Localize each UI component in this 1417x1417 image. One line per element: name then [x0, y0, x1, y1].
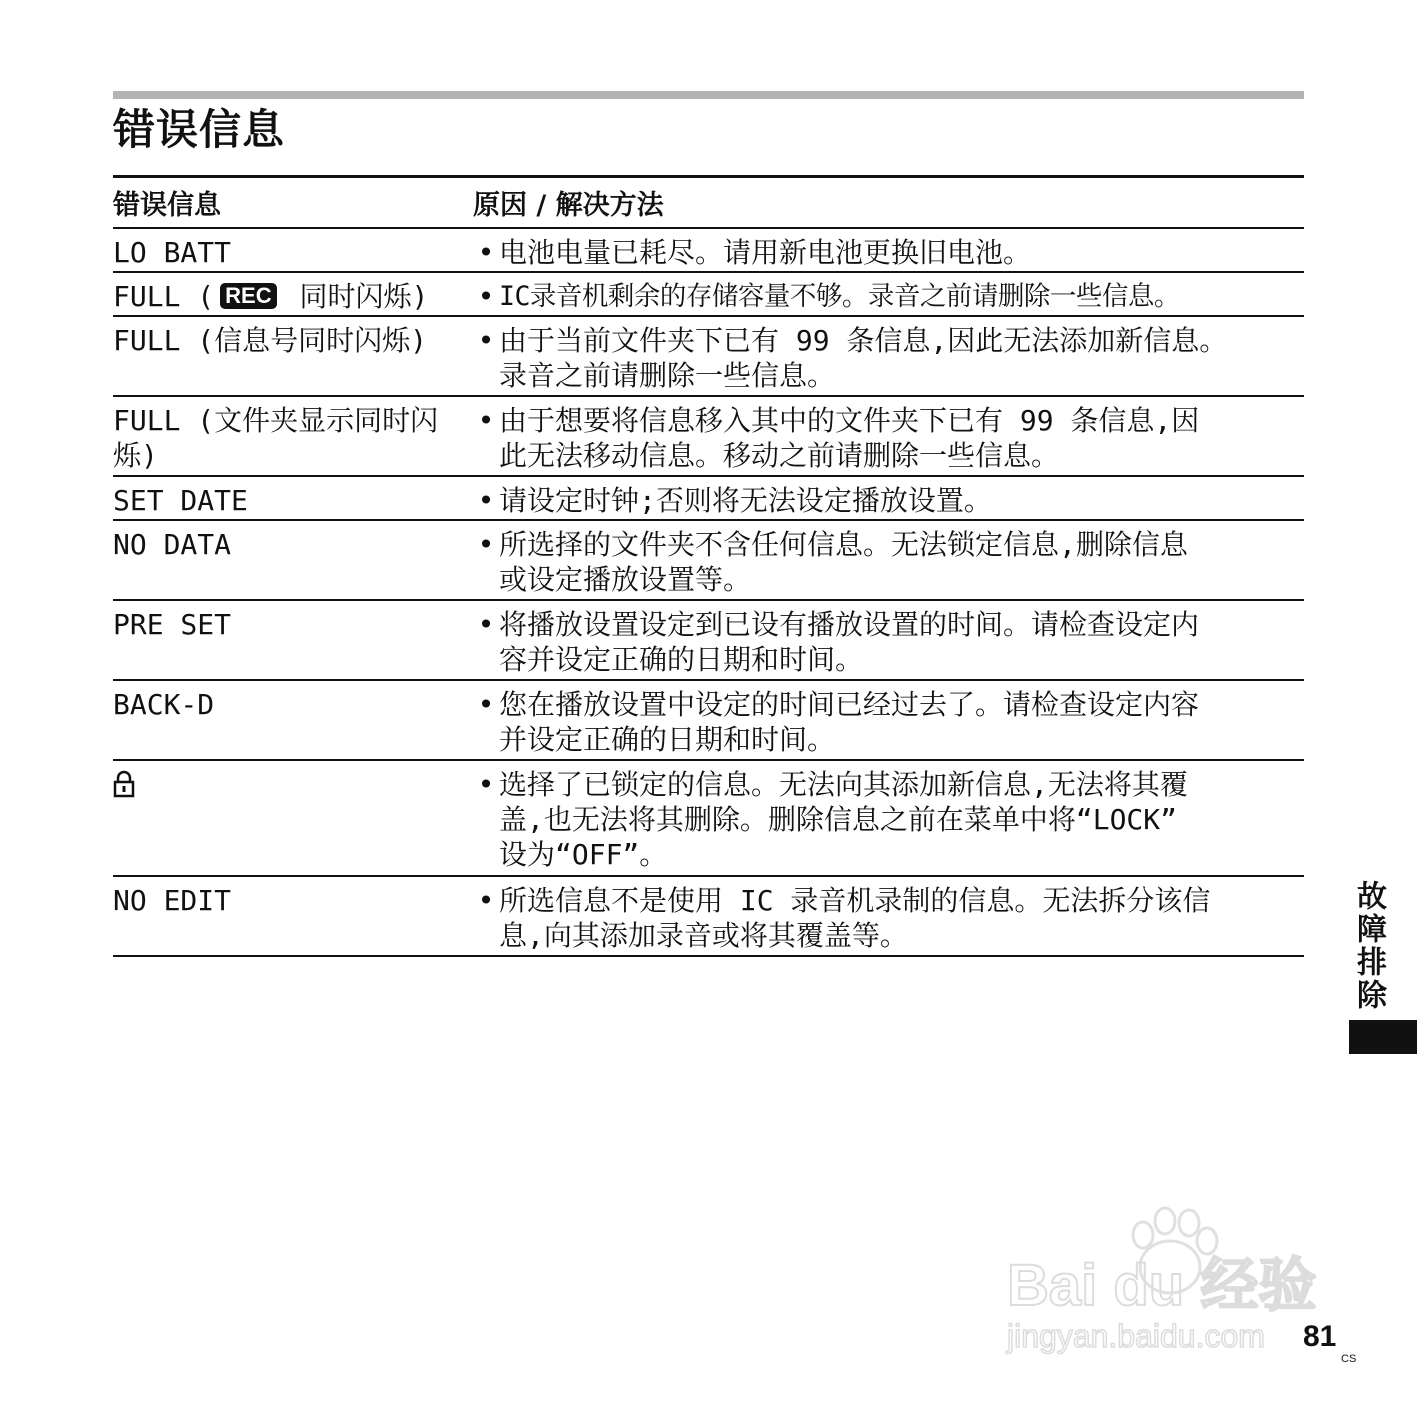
bullet: • — [477, 688, 495, 721]
top-rule — [113, 91, 1304, 99]
table-row — [113, 397, 1304, 477]
solution-text: IC录音机剩余的存储容量不够。录音之前请删除一些信息。 — [499, 281, 1180, 312]
page-number-suffix: CS — [1341, 1353, 1357, 1365]
bullet: • — [477, 404, 495, 437]
header-error-message: 错误信息 — [113, 190, 221, 221]
table-row — [113, 477, 1304, 521]
lock-icon — [113, 770, 135, 798]
table-row — [113, 877, 1304, 957]
header-cause-solution: 原因 / 解决方法 — [473, 190, 664, 221]
bullet: • — [477, 324, 495, 357]
solution-text: 选择了已锁定的信息。无法向其添加新信息,无法将其覆 盖,也无法将其删除。删除信息之前在菜单中将“LOCK” 设为“OFF”。 — [499, 768, 1188, 871]
error-message: LO BATT — [113, 236, 232, 269]
solution-text: 将播放设置设定到已设有播放设置的时间。请检查设定内 容并设定正确的日期和时间。 — [499, 608, 1200, 676]
bullet: • — [477, 528, 495, 561]
solution-text: 电池电量已耗尽。请用新电池更换旧电池。 — [499, 236, 1032, 269]
table-row — [113, 229, 1304, 273]
bullet: • — [477, 280, 495, 313]
page-title: 错误信息 — [113, 105, 286, 154]
error-message: NO DATA — [113, 528, 232, 561]
error-message — [113, 761, 473, 875]
bullet: • — [477, 608, 495, 641]
message-suffix: 同时闪烁) — [282, 280, 429, 313]
error-message: FULL (文件夹显示同时闪 烁) — [113, 404, 439, 472]
section-side-label: 故障排除 — [1351, 880, 1386, 1012]
error-message — [113, 273, 473, 315]
page-number: 81 — [1303, 1320, 1337, 1353]
table-row — [113, 273, 1304, 317]
message-prefix: FULL ( — [113, 280, 215, 313]
solution-text: 您在播放设置中设定的时间已经过去了。请检查设定内容 并设定正确的日期和时间。 — [499, 688, 1200, 756]
table-header — [113, 178, 1304, 229]
bullet: • — [477, 484, 495, 517]
error-message: NO EDIT — [113, 884, 232, 917]
solution-text: 请设定时钟;否则将无法设定播放设置。 — [499, 484, 992, 517]
bullet: • — [477, 236, 495, 269]
error-message: PRE SET — [113, 608, 232, 641]
error-message: SET DATE — [113, 484, 248, 517]
rec-badge: REC — [220, 283, 276, 309]
error-message: BACK-D — [113, 688, 215, 721]
solution-text: 所选信息不是使用 IC 录音机录制的信息。无法拆分该信 息,向其添加录音或将其覆盖等。 — [499, 884, 1211, 952]
watermark-brand: Bai du 经验 — [1007, 1253, 1317, 1318]
table-row — [113, 317, 1304, 397]
bullet: • — [477, 768, 495, 801]
bullet: • — [477, 884, 495, 917]
error-message: FULL (信息号同时闪烁) — [113, 324, 428, 357]
table-row — [113, 521, 1304, 601]
error-table — [113, 175, 1304, 957]
table-row — [113, 601, 1304, 681]
watermark — [1005, 1205, 1335, 1360]
solution-text: 由于当前文件夹下已有 99 条信息,因此无法添加新信息。 录音之前请删除一些信息。 — [499, 324, 1228, 392]
solution-text: 所选择的文件夹不含任何信息。无法锁定信息,删除信息 或设定播放设置等。 — [499, 528, 1188, 596]
watermark-url: jingyan.baidu.com — [1007, 1318, 1265, 1354]
table-row — [113, 761, 1304, 877]
solution-text: 由于想要将信息移入其中的文件夹下已有 99 条信息,因 此无法移动信息。移动之前请删除一些信息。 — [499, 404, 1200, 472]
section-tab-marker — [1349, 1020, 1417, 1054]
table-row — [113, 681, 1304, 761]
